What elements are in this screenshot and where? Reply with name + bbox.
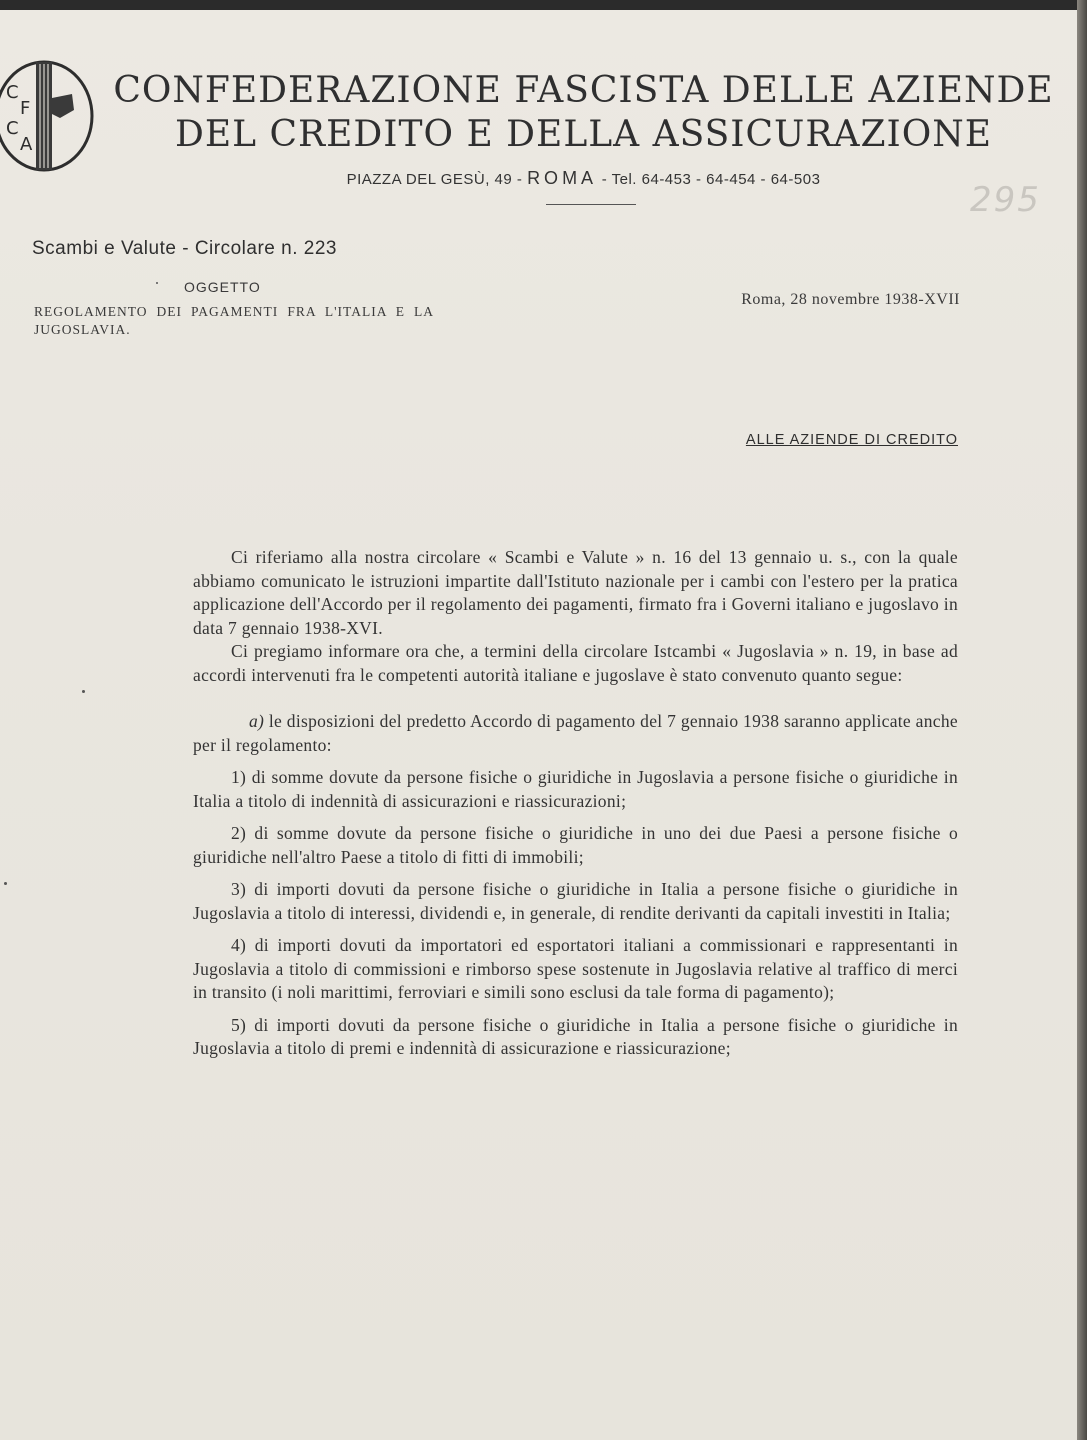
list-item: 4) di importi dovuti da importatori ed esportatori italiani a commissionari e rappresentanti in Jugoslavia a titolo di commissioni e rimborso spese sostenute in Jugoslavia relative al traffico di merci in transito (i noli marittimi, ferroviari e simili sono esclusi da tale forma di pagamento); [193, 935, 958, 1002]
letter-date: Roma, 28 novembre 1938-XVII [741, 291, 960, 308]
handwritten-page-number: 295 [970, 180, 1041, 220]
paper-speck [82, 690, 85, 693]
subject-text: REGOLAMENTO DEI PAGAMENTI FRA L'ITALIA E LA JUGOSLAVIA. [34, 304, 434, 337]
subject-label: OGGETTO [184, 279, 261, 295]
item-a-text: le disposizioni del predetto Accordo di pagamento del 7 gennaio 1938 saranno applicate anche per il regolamento: [193, 711, 958, 755]
scan-right-edge [1077, 0, 1087, 1440]
address-city: ROMA [527, 168, 598, 188]
circular-reference: Scambi e Valute - Circolare n. 223 [32, 238, 337, 259]
letter-body [193, 546, 958, 1061]
list-item: 2) di somme dovute da persone fisiche o giuridiche in uno dei due Paesi a persone fisiche o giuridiche nell'altro Paese a titolo di fitti di immobili; [193, 823, 958, 867]
item-a-label: a) [249, 711, 265, 731]
list-item: 1) di somme dovute da persone fisiche o giuridiche in Jugoslavia a persone fisiche o giuridiche in Italia a titolo di indennità di assicurazioni e riassicurazioni; [193, 767, 958, 811]
address-street: PIAZZA DEL GESÙ, 49 - [346, 171, 528, 188]
list-item: 3) di importi dovuti da persone fisiche o giuridiche in Italia a persone fisiche o giuridiche in Jugoslavia a titolo di interessi, dividendi e, in generale, di rendite derivanti da capitali investiti in Italia; [193, 879, 958, 923]
list-item: 5) di importi dovuti da persone fisiche o giuridiche in Italia a persone fisiche o giuridiche in Jugoslavia a titolo di premi e indennità di assicurazione e riassicurazione; [193, 1014, 958, 1058]
addressee: ALLE AZIENDE DI CREDITO [745, 432, 958, 448]
body-paragraph: Ci riferiamo alla nostra circolare « Scambi e Valute » n. 16 del 13 gennaio u. s., con la quale abbiamo comunicato le istruzioni impartite dall'Istituto nazionale per i cambi con l'estero per la pratica applicazione dell'Accordo per il regolamento dei pagamenti, firmato fra i Governi italiano e jugoslavo in data 7 gennaio 1938-XVI. [193, 547, 958, 638]
item-a [193, 710, 958, 757]
paper-speck [4, 882, 7, 885]
org-address [0, 168, 1087, 189]
svg-text:C: C [6, 118, 19, 139]
org-name-line-2: DEL CREDITO E DELLA ASSICURAZIONE [174, 114, 993, 155]
paper-speck [156, 282, 158, 284]
org-name-line-1: CONFEDERAZIONE FASCISTA DELLE AZIENDE [113, 70, 1054, 111]
scan-top-edge [0, 0, 1087, 10]
address-phone: - Tel. 64-453 - 64-454 - 64-503 [597, 171, 821, 188]
body-paragraph: Ci pregiamo informare ora che, a termini della circolare Istcambi « Jugoslavia » n. 19, in base ad accordi intervenuti fra le competenti autorità italiane e jugoslave è stato convenuto quanto segue: [193, 641, 958, 685]
svg-text:C: C [6, 82, 19, 103]
svg-text:A: A [20, 134, 33, 155]
header-divider [546, 204, 636, 205]
svg-text:F: F [20, 98, 31, 119]
